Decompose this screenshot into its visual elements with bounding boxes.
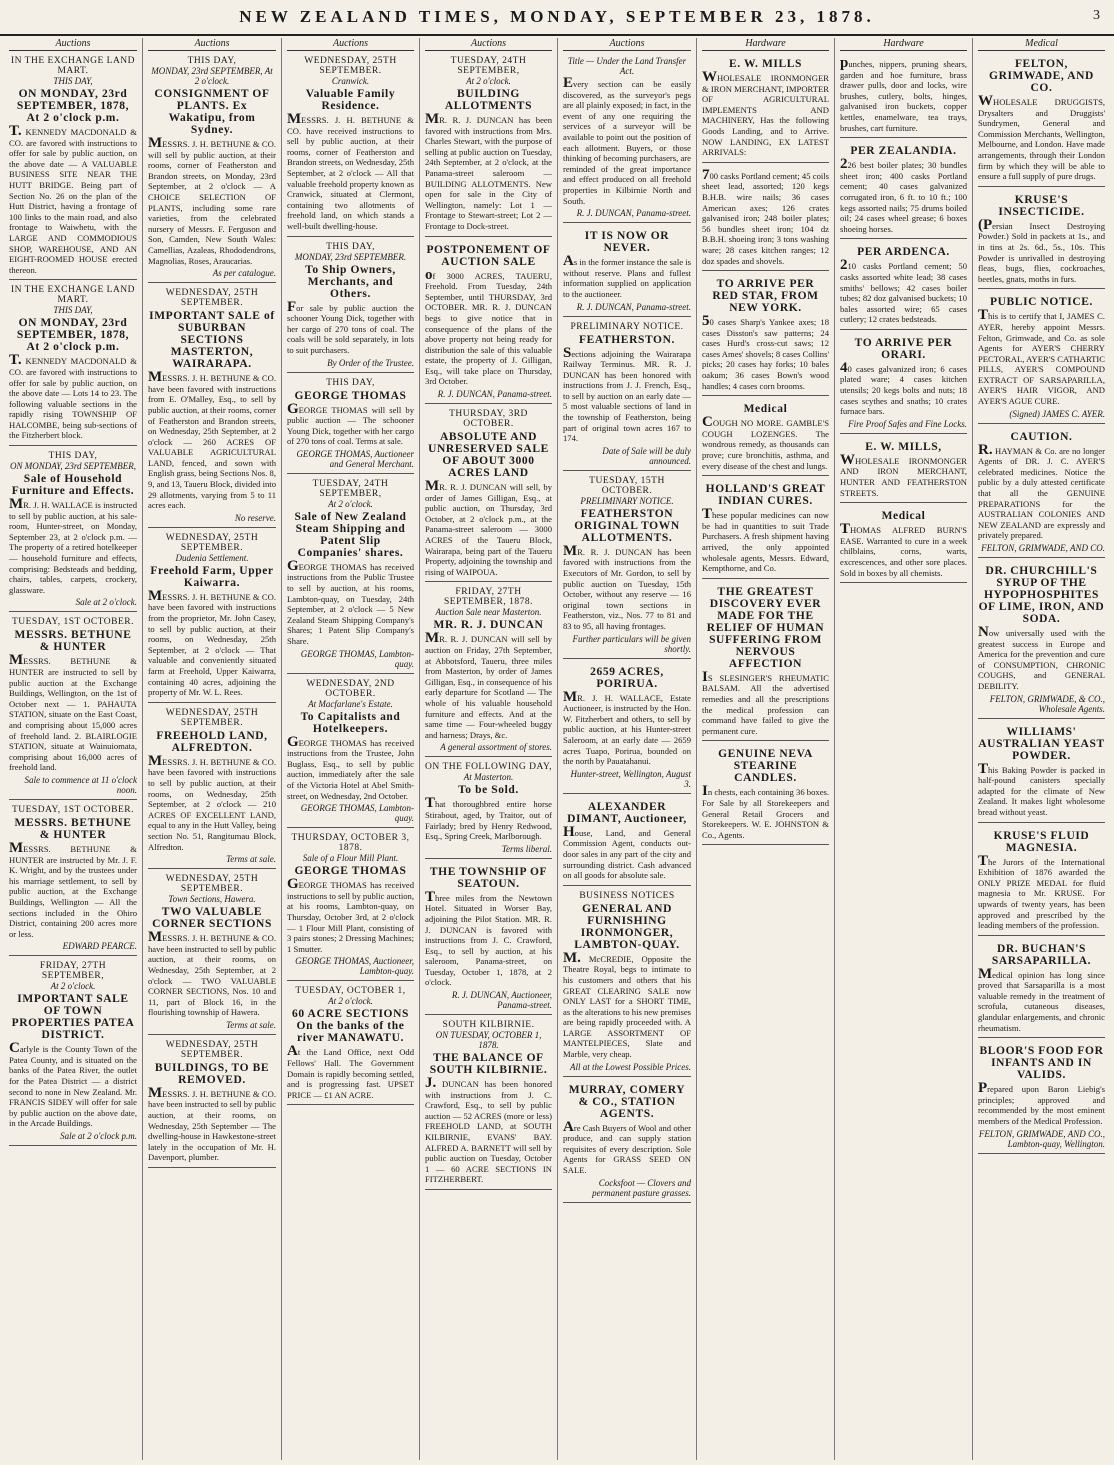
ad-dateline: FRIDAY, 27TH SEPTEMBER,: [39, 961, 107, 982]
ad-subheading: Auction Sale near Masterton.: [435, 607, 542, 618]
ad-signature: Sale at 2 o'clock.: [75, 597, 137, 608]
ad-body: T. KENNEDY MACDONALD & CO. are favored with instructions to offer for sale by public auction, on the above date — Lots 14 to 23. The following valuable sections in the rapidly rising TOWNSHIP OF HALCOMBE, being sub-sections of the Fitzherbert block.: [9, 352, 137, 441]
ad-body: 50 cases Sharp's Yankee axes; 18 cases Disston's saw patterns; 24 cases Hurd's cross-cut saws; 12 cases Ames' shovels; 8 cases Collins' picks; 20 cases hay forks; 10 bales oakum; 36 cases Bown's wood handles; 4 cases corn brooms.: [702, 313, 829, 391]
advertisement: [702, 479, 829, 579]
ad-body: Sections adjoining the Wairarapa Railway Terminus. MR. R. J. DUNCAN has been honored with instructions from J. J. French, Esq., to sell by auction on an early date — 5 most valuable sections of land in the township of Featherston, being part of original town acres 167 to 174.: [563, 344, 691, 444]
ad-body: Carlyle is the County Town of the Patea County, and is situated on the banks of the Patea River, the outlet for the Patea District — a district second to none in New Zealand. Mr. FRANCIS SIDEY will offer for sale by public auction on the above date, in the Arcade Buildings.: [9, 1040, 137, 1129]
ad-headline: IMPORTANT SALE of SUBURBAN SECTIONS MASTERTON, WAIRARAPA.: [149, 310, 275, 371]
ad-headline: To be Sold.: [458, 784, 519, 797]
ad-dateline: WEDNESDAY, 25TH SEPTEMBER.: [165, 874, 259, 895]
advertisement: [563, 662, 691, 794]
ad-body: MESSRS. J. H. BETHUNE & CO. have been instructed to sell by public auction, at their rooms, on Wednesday, 25th September, at 2 o'clock — TWO VALUABLE CORNER SECTIONS, Nos. 10 and 11, part of Block 16, in the flourishing township of Hawera.: [148, 929, 276, 1018]
ad-body: MESSRS. BETHUNE & HUNTER are instructed by Mr. J. F. K. Wright, and by the trustees under his marriage settlement, to sell by public auction, at the Exchange Buildings, Wellington — All the sections included in the Ohiro District, containing 200 acres more or less.: [9, 839, 137, 939]
ad-headline: HOLLAND'S GREAT INDIAN CURES.: [705, 483, 826, 508]
ad-signature: FELTON, GRIMWADE, AND CO., Lambton-quay, Wellington.: [978, 1128, 1105, 1149]
advertisement: [563, 797, 691, 886]
ad-headline: TWO VALUABLE CORNER SECTIONS: [152, 906, 272, 931]
ad-body: Are Cash Buyers of Wool and other produce, and can supply station requisites of every description. Sole Agents for GRASS SEED ON SALE.: [563, 1118, 691, 1176]
ad-body: R. HAYMAN & Co. are no longer Agents of DR. J. C. AYER'S celebrated medicines. Notice the public by a duly attested certificate that all the GENUINE PREPARATIONS for the AUSTRALIAN COLONIES AND NEW ZEALAND are expressly and privately prepared.: [978, 441, 1105, 541]
ad-dateline: TUESDAY, 1ST OCTOBER.: [11, 804, 135, 815]
ad-body: For sale by public auction the schooner Young Dick, together with her cargo of 270 tons of coal. The coals will be sold separately, in lots to suit purchasers.: [287, 298, 414, 355]
ad-body: WHOLESALE IRONMONGER & IRON MERCHANT, IMPORTER OF AGRICULTURAL IMPLEMENTS AND MACHINERY, Has the following Goods Landing, and to Arrive. NOW LANDING, EX LATEST ARRIVALS:: [702, 69, 829, 158]
advertisement: [563, 54, 691, 223]
ad-headline: Medical: [743, 403, 788, 416]
ad-headline: CAUTION.: [1010, 430, 1073, 443]
ad-signature: Terms at sale.: [226, 1019, 276, 1030]
advertisement: [840, 333, 967, 434]
ad-headline: BLOOR'S FOOD FOR INFANTS AND IN VALIDS.: [979, 1045, 1104, 1082]
ad-dateline: THIS DAY,: [326, 377, 375, 388]
column-2: [143, 38, 282, 1460]
column-heading: Hardware: [840, 38, 967, 51]
ad-headline: ON MONDAY, 23rd SEPTEMBER, 1878, At 2 o'clock p.m.: [16, 317, 130, 354]
ad-dateline: TUESDAY, 24TH SEPTEMBER,: [312, 478, 389, 499]
ad-body: 700 casks Portland cement; 45 coils sheet lead, assorted; 120 kegs B.H.B. wire nails; 36 cases American axes; 126 crates galvanised iron; 248 boiler plates; 56 bundles sheet iron; 104 dz B.B.H. shoeing iron; 3 tons washing ware; 28 cases kitchen ranges; 12 doz spades and shovels.: [702, 166, 829, 266]
column-heading: Auctions: [148, 38, 276, 51]
ad-body: 210 casks Portland cement; 50 casks assorted white lead; 38 cases smiths' bellows; 42 cases boiler tubes; 82 doz galvanised buckets; 10 bales assorted wire; 65 cases cutlery; 12 crates bedsteads.: [840, 257, 967, 325]
advertisement: [978, 54, 1105, 187]
ad-dateline: TUESDAY, 1ST OCTOBER.: [11, 617, 135, 628]
ad-dateline: THURSDAY, OCTOBER 3, 1878.: [291, 833, 410, 854]
column-8: [973, 38, 1110, 1460]
ad-body: GEORGE THOMAS has received instructions from the Public Trustee to sell by auction, at his rooms, Lambton-quay, on Tuesday, 24th September, at 2 o'clock — 5 New Zealand Steam Shipping Company's Shares; 1 Patent Slip Company's Share.: [287, 557, 414, 647]
ad-signature: GEORGE THOMAS, Lambton-quay.: [300, 803, 414, 824]
ad-signature: EDWARD PEARCE.: [62, 941, 137, 952]
ad-subheading: Dudenia Settlement.: [175, 552, 249, 563]
ad-signature: FELTON, GRIMWADE, AND CO.: [981, 543, 1105, 553]
advertisement: [425, 585, 552, 757]
ad-body: That thoroughbred entire horse Stirabout, aged, by Traitor, out of Fairlady; bred by Henry Redwood, Esq., Spring Creek, Marlborough.: [425, 795, 552, 842]
advertisement: [840, 54, 967, 138]
advertisement: [287, 677, 414, 829]
ad-body: T. KENNEDY MACDONALD & CO. are favored with instructions to offer for sale by public auction, on the above date — A VALUABLE BUSINESS SITE NEAR THE HUTT BRIDGE. Being part of Section No. 26 on the plan of the Hutt District, having a frontage of 100 links to the main road, and also frontage to Waiwhetu, with the LARGE AND COMMODIOUS SHOP, WAREHOUSE, AND AN EIGHT-ROOMED HOUSE erected thereon.: [9, 123, 137, 275]
ad-headline: To Ship Owners, Merchants, and Others.: [305, 263, 396, 300]
advertisement: [563, 474, 691, 659]
advertisement: [978, 1041, 1105, 1153]
ad-body: Now universally used with the greatest success in Europe and America for the prevention and cure of CONSUMPTION, CHRONIC COUGHS, and GENERAL DEBILITY.: [978, 624, 1105, 691]
ad-dateline: ON THE FOLLOWING DAY,: [425, 762, 552, 773]
ad-subheading: At 2 o'clock.: [50, 981, 96, 992]
ad-headline: WILLIAMS' AUSTRALIAN YEAST POWDER.: [978, 725, 1105, 762]
ad-subheading: MONDAY, 23rd SEPTEMBER, At 2 o'clock.: [151, 66, 273, 86]
ad-signature: Terms at sale.: [226, 854, 276, 865]
advertisement: [148, 54, 276, 283]
ad-dateline: TUESDAY, 24TH SEPTEMBER,: [450, 56, 527, 76]
ad-body: (Persian Insect Destroying Powder.) Sold in packets at 1s., and in tins at 2s. 6d., 5s., 10s. This Powder is unrivalled in destroying fleas, bugs, flies, cockroaches, beetles, gnats, moths in furs.: [978, 216, 1105, 284]
advertisement: [425, 760, 552, 858]
advertisement: [287, 240, 414, 373]
advertisement: [978, 427, 1105, 558]
ad-headline: TO ARRIVE PER RED STAR, FROM NEW YORK.: [712, 278, 819, 315]
ad-dateline: FRIDAY, 27TH SEPTEMBER, 1878.: [443, 587, 534, 608]
ad-signature: Hunter-street, Wellington, August 3.: [570, 768, 691, 789]
ad-headline: THE BALANCE OF SOUTH KILBIRNIE.: [429, 1052, 548, 1077]
ad-dateline: WEDNESDAY, 25TH SEPTEMBER.: [165, 532, 259, 553]
ad-headline: 2659 ACRES, PORIRUA.: [590, 665, 664, 690]
ad-signature: A general assortment of stores.: [440, 742, 552, 753]
ad-body: 226 best boiler plates; 30 bundles sheet iron; 400 casks Portland cement; 40 cases galvanized corrugated iron, 6 ft. to 10 ft.; 100 kegs assorted nails; 75 drums boiled oil; 24 cases wheel grease; 6 boxes shoeing horses.: [840, 156, 967, 234]
ad-headline: MESSRS. BETHUNE & HUNTER: [14, 629, 132, 654]
ad-headline: MESSRS. BETHUNE & HUNTER: [14, 816, 132, 841]
ad-headline: E. W. MILLS,: [865, 440, 942, 453]
ad-subheading: ON MONDAY, 23rd SEPTEMBER,: [9, 461, 137, 472]
ad-subheading: Sale of a Flour Mill Plant.: [302, 853, 399, 864]
advertisement: [9, 54, 137, 280]
advertisement: [425, 862, 552, 1015]
advertisement: [425, 54, 552, 237]
ad-headline: DR. BUCHAN'S SARSAPARILLA.: [991, 942, 1092, 967]
ad-subheading: Town Sections, Hawera.: [168, 894, 256, 905]
ad-signature: FELTON, GRIMWADE, & CO., Wholesale Agents.: [989, 693, 1105, 714]
ad-signature: All at the Lowest Possible Prices.: [570, 1061, 691, 1072]
ad-headline: BUILDING ALLOTMENTS: [444, 88, 533, 112]
ad-body: The Jurors of the International Exhibition of 1876 awarded the ONLY PRIZE MEDAL for fluid magnesia to Mr. KRUSE. For upwards of twenty years, has been approved and prescribed by the leading members of the profession.: [978, 852, 1105, 931]
advertisement: [287, 376, 414, 474]
ad-body: MR. J. H. WALLACE is instructed to sell by public auction, at his sale-room, Hunter-street, on Monday, September 23, at 2 o'clock p.m. — The property of a retired hotelkeeper — household furniture and effects, comprising: Bedsteads and bedding, chairs, tables, carpets, crockery, glassware.: [9, 496, 137, 595]
ad-body: MR. R. J. DUNCAN has been favored with instructions from Mrs. Charles Stewart, with the purpose of selling at public auction on Tuesday, 24th September, at 2 o'clock, at the Panama-street saleroom — BUILDING ALLOTMENTS. New open for sale in the City of Wellington, namely: Lot 1 — Frontage to Stewart-street; Lot 2 — Frontage to Dock-street.: [425, 111, 552, 231]
column-heading: Medical: [978, 38, 1105, 51]
ad-subheading: THIS DAY,: [53, 305, 93, 316]
ad-body: Three miles from the Newtown Hotel. Situated in Worser Bay, adjoining the Pilot Station. MR. R. J. DUNCAN is favored with instructions from J. C. Crawford, Esq., to sell by auction, at his saleroom, Panama-street, on Tuesday, October 1, 1878, at 2 o'clock.: [425, 888, 552, 988]
ad-body: THOMAS ALFRED BURN'S EASE. Warranted to cure in a week chilblains, corns, warts, excrescences, and other sore places. Sold in boxes by all chemists.: [840, 521, 967, 578]
advertisement: [840, 506, 967, 583]
ad-headline: THE GREATEST DISCOVERY EVER MADE FOR THE RELIEF OF HUMAN SUFFERING FROM NERVOUS AFFECTION: [706, 585, 825, 670]
ad-headline: To Capitalists and Hotelkeepers.: [300, 710, 401, 735]
ad-signature: Cocksfoot — Clovers and permanent pasture grasses.: [592, 1177, 691, 1198]
ad-headline: 60 ACRE SECTIONS On the banks of the river MANAWATU.: [292, 1008, 409, 1045]
advertisement: [978, 292, 1105, 423]
masthead: [0, 0, 1114, 36]
ad-body: As in the former instance the sale is without reserve. Plans and fullest information supplied on application to the auctioneer.: [563, 253, 691, 299]
advertisement: [287, 831, 414, 981]
ad-body: At the Land Office, next Odd Fellows' Hall. The Government Domain is rapidly becoming settled, and is progressing fast. UPSET PRICE — £1 AN ACRE.: [287, 1043, 414, 1100]
ad-body: GEORGE THOMAS will sell by public auction — The schooner Young Dick, together with her cargo of 270 tons of coal. Terms at sale.: [287, 400, 414, 447]
ad-subheading: PRELIMINARY NOTICE.: [580, 495, 674, 506]
ad-headline: TO ARRIVE PER ORARI.: [854, 336, 953, 361]
ad-signature: R. J. DUNCAN, Panama-street.: [437, 389, 552, 400]
ad-signature: As per catalogue.: [212, 268, 276, 279]
advertisement: [840, 141, 967, 239]
advertisement: [563, 226, 691, 316]
ad-dateline: SOUTH KILBIRNIE.: [442, 1020, 535, 1031]
advertisement: [148, 872, 276, 1035]
advertisement: [425, 240, 552, 405]
advertisement: [148, 1038, 276, 1168]
ad-body: Prepared upon Baron Liebig's principles; approved and recommended by the most eminent members of the Medical Profession.: [978, 1080, 1105, 1127]
advertisement: [563, 1080, 691, 1203]
ad-headline: DR. CHURCHILL'S SYRUP OF THE HYPOPHOSPHITES OF LIME, IRON, AND SODA.: [978, 565, 1105, 625]
ad-subheading: THIS DAY,: [53, 76, 93, 86]
ad-signature: Sale to commence at 11 o'clock noon.: [24, 774, 137, 795]
ad-headline: GEORGE THOMAS: [294, 389, 407, 402]
ad-headline: FEATHERSTON ORIGINAL TOWN ALLOTMENTS.: [574, 507, 680, 544]
newspaper-title: NEW ZEALAND TIMES, MONDAY, SEPTEMBER 23, 1878.: [239, 7, 875, 26]
ad-dateline: THIS DAY,: [326, 241, 375, 252]
ad-body: J. DUNCAN has been honored with instructions from J. C. Crawford, Esq., to sell by public auction — 52 ACRES (more or less) FREEHOLD LAND, at SOUTH KILBIRNIE, EVANS' BAY. ALFRED A. BARNETT will sell by public auction on Tuesday, October 1 — 60 ACRE SECTIONS IN FITZHERBERT.: [425, 1075, 552, 1185]
page-number: 3: [1093, 8, 1100, 23]
column-1: [4, 38, 143, 1460]
advertisement: [425, 1018, 552, 1190]
ad-subheading: At 2 o'clock.: [328, 498, 373, 509]
ad-dateline: WEDNESDAY, 25TH SEPTEMBER.: [165, 288, 259, 309]
ad-headline: KRUSE'S FLUID MAGNESIA.: [993, 829, 1090, 854]
advertisement: [840, 242, 967, 330]
advertisement: [9, 959, 137, 1146]
column-heading: Auctions: [425, 38, 552, 51]
column-6: [697, 38, 835, 1460]
ad-dateline: IN THE EXCHANGE LAND MART.: [10, 285, 136, 306]
ad-headline: IT IS NOW OR NEVER.: [584, 230, 670, 255]
advertisement: [287, 984, 414, 1105]
column-heading: Auctions: [287, 38, 414, 51]
ad-headline: MURRAY, COMERY & CO., STATION AGENTS.: [568, 1083, 686, 1120]
ad-subheading: At 2 o'clock.: [466, 76, 511, 86]
ad-headline: THE TOWNSHIP OF SEATOUN.: [429, 865, 548, 890]
advertisement: [9, 283, 137, 446]
ad-headline: GEORGE THOMAS: [294, 865, 407, 878]
ad-headline: FELTON, GRIMWADE, AND CO.: [989, 58, 1094, 94]
ad-dateline: TUESDAY, OCTOBER 1,: [295, 986, 406, 997]
ad-subheading: At Masterton.: [463, 772, 514, 783]
advertisement: [148, 531, 276, 703]
columns-container: [4, 38, 1110, 1460]
ad-signature: R. J. DUNCAN, Auctioneer, Panama-street.: [451, 990, 552, 1011]
ad-signature: No reserve.: [234, 512, 276, 523]
advertisement: [148, 706, 276, 869]
ad-signature: GEORGE THOMAS, Lambton-quay.: [300, 648, 414, 669]
advertisement: [978, 826, 1105, 936]
ad-signature: Sale at 2 o'clock p.m.: [60, 1131, 137, 1142]
ad-dateline: TUESDAY, 15TH OCTOBER.: [589, 475, 665, 496]
ad-headline: PER ZEALANDIA.: [850, 145, 957, 158]
ad-headline: CONSIGNMENT OF PLANTS. Ex Wakatipu, from Sydney.: [154, 88, 270, 136]
advertisement: [702, 274, 829, 396]
ad-dateline: THURSDAY, 3RD OCTOBER.: [449, 409, 528, 430]
column-heading: Hardware: [702, 38, 829, 51]
ad-body: punches, nippers, pruning shears, garden and hoe furniture, brass drawer pulls, door and locks, wire brushes, cutlery, bolts, hinges, galvanised iron buckets, copper kettles, enamelware, tea trays, brushes, cart furniture.: [840, 55, 967, 133]
advertisement: [702, 582, 829, 742]
ad-body: MR. J. H. WALLACE, Estate Auctioneer, is instructed by the Hon. W. Fitzherbert and others, to sell by public auction, at his Hunter-street Saleroom, at an early date — 2659 acres Tuapo, Porirua, bounded on the north by Pauatahanui.: [563, 688, 691, 767]
ad-body: MESSRS. J. H. BETHUNE & CO. will sell by public auction, at their rooms, corner of Featherston and Brandon streets, on Monday, 23rd September, at 2 o'clock — A CHOICE SELECTION OF PLANTS, including some rare varieties, from the celebrated nursery of Messrs. F. Ferguson and Son, Camden, New South Wales: Camellias, Azaleas, Rhododendrons, Magnolias, Roses, Araucarias.: [148, 135, 276, 266]
ad-headline: KRUSE'S INSECTICIDE.: [998, 193, 1085, 218]
ad-body: GEORGE THOMAS has received instructions from the Trustee, John Buglass, Esq., to sell by public auction, immediately after the sale of the Victoria Hotel at Abel Smith-street, on Wednesday, 2nd October.: [287, 733, 414, 801]
advertisement: [563, 320, 691, 471]
ad-signature: GEORGE THOMAS, Auctioneer, Lambton-quay.: [295, 956, 414, 977]
ad-headline: FREEHOLD LAND, ALFREDTON.: [156, 729, 268, 754]
advertisement: [978, 190, 1105, 290]
ad-body: of 3000 ACRES, TAUERU, Freehold. From Tuesday, 24th September, until THURSDAY, 3rd OCTOBER. MR. R. J. DUNCAN begs to give notice that in consequence of the plans of the above property not being ready for distribution the sale of this valuable estate, the property of J. Gilligan, Esq., will take place on Thursday, 3rd October.: [425, 266, 552, 387]
column-heading: Auctions: [563, 38, 691, 51]
ad-dateline: WEDNESDAY, 2ND OCTOBER.: [306, 678, 395, 699]
ad-body: MESSRS. J. H. BETHUNE & CO. have received instructions to sell by public auction, at their rooms, corner of Featherston and Brandon streets, on Wednesday, 25th September, at 2 o'clock — All that valuable freehold property known as Cranwick, situated at Clermont, containing two allotments of freehold land, on which stands a well-built dwelling-house.: [287, 111, 414, 231]
advertisement: [9, 615, 137, 800]
ad-dateline: WEDNESDAY, 25TH SEPTEMBER.: [304, 56, 397, 76]
advertisement: [287, 54, 414, 237]
ad-body: MESSRS. J. H. BETHUNE & CO. have been favored with instructions from the proprietor, Mr. John Casey, to sell by public auction, at their rooms, on Wednesday, 25th September, at 2 o'clock — That valuable and conveniently situated farm at Freehold, Upper Kaiwarra, containing 40 acres, adjoining the property of Mr. W. L. Rees.: [148, 587, 276, 698]
advertisement: [978, 939, 1105, 1039]
ad-body: Medical opinion has long since proved that Sarsaparilla is a most valuable remedy in the treatment of scrofula, cutaneous diseases, glandular enlargements, and chronic rheumatism.: [978, 965, 1105, 1033]
ad-headline: Sale of Household Furniture and Effects.: [11, 473, 135, 498]
ad-headline: ALEXANDER DIMANT, Auctioneer,: [567, 800, 687, 825]
column-3: [282, 38, 420, 1460]
ad-signature: Further particulars will be given shortly.: [572, 633, 691, 654]
ad-dateline: THIS DAY,: [48, 451, 98, 462]
ad-body: GEORGE THOMAS has received instructions to sell by public auction, at his rooms, Lambton-quay, on Thursday, October 3rd, at 2 o'clock — 1 Flour Mill Plant, consisting of 3 pairs stones; 2 Dressing Machines; 1 Smutter.: [287, 876, 414, 954]
ad-signature: R. J. DUNCAN, Panama-street.: [576, 301, 691, 312]
ad-body: MESSRS. J. H. BETHUNE & CO. have been favored with instructions to sell by public auction, at their rooms, on Wednesday, 25th September, at 2 o'clock — 210 ACRES OF EXCELLENT LAND, equal to any in the Hutt Valley, being section No. 51, Rangitumau Block, Alfredton.: [148, 752, 276, 852]
ad-body: MR. R. J. DUNCAN will sell by auction on Friday, 27th September, at Abbotsford, Taueru, three miles from Masterton, by order of James Gilligan, Esq., in consequence of his early departure for Scotland — The whole of his valuable household furniture and effects. And at the same time — Four-wheeled buggy and harness; Drays, &c.: [425, 630, 552, 740]
ad-dateline: WEDNESDAY, 25TH SEPTEMBER.: [165, 1039, 259, 1060]
ad-signature: Date of Sale will be duly announced.: [602, 445, 691, 466]
ad-headline: ABSOLUTE AND UNRESERVED SALE OF ABOUT 3000 ACRES LAND: [428, 431, 549, 480]
advertisement: [9, 803, 137, 956]
advertisement: [978, 722, 1105, 823]
ad-signature: GEORGE THOMAS, Auctioneer and General Merchant.: [296, 448, 414, 469]
ad-headline: FEATHERSTON.: [579, 333, 675, 346]
advertisement: [9, 449, 137, 612]
advertisement: [702, 399, 829, 476]
ad-subheading: Title — Under the Land Transfer Act.: [567, 56, 687, 76]
ad-body: MESSRS. J. H. BETHUNE & CO. have been instructed to sell by public auction, at their rooms, on Wednesday, 25th September — The dwelling-house in Hawkestone-street lately in the occupation of Mr. H. Davenport, plumber.: [148, 1084, 276, 1163]
ad-body: WHOLESALE IRONMONGER AND IRON MERCHANT, HUNTER AND FEATHERSTON STREETS.: [840, 451, 967, 498]
ad-headline: POSTPONEMENT OF AUCTION SALE: [426, 243, 551, 268]
ad-headline: E. W. MILLS: [728, 58, 803, 70]
ad-body: COUGH NO MORE. GAMBLE'S COUGH LOZENGES. The wondrous remedy, as thousands can prove; cure bronchitis, asthma, and every disease of the chest and lungs.: [702, 414, 829, 471]
ad-headline: Valuable Family Residence.: [305, 88, 396, 112]
ad-body: MESSRS. BETHUNE & HUNTER are instructed to sell by public auction at the Exchange Buildings, Wellington, on the 1st of October next — 1. PAHAUTA STATION, situate on the East Coast, and comprising about 15,000 acres of freehold land. 2. BLAIRLOGIE STATION, situate at Wainuiomata, comprising about 16,000 acres of freehold land.: [9, 652, 137, 773]
ad-subheading: MONDAY, 23rd SEPTEMBER.: [294, 251, 407, 262]
advertisement: [148, 286, 276, 528]
ad-body: MR. R. J. DUNCAN will sell, by order of James Gilligan, Esq., at public auction, on Thursday, 3rd October, at 2 o'clock p.m., at the Panama-street saleroom — 3000 ACRES of the Taueru Block, Wairarapa, being part of the Taueru Property, adjoining the township and rising of WAIPOUA.: [425, 478, 552, 577]
advertisement: [287, 477, 414, 674]
ad-headline: Medical: [881, 510, 926, 523]
ad-body: 40 cases galvanized iron; 6 cases plated ware; 4 cases kitchen utensils; 20 kegs bolts and nuts; 18 cases scythes and snaths; 10 crates furnace bars.: [840, 359, 967, 417]
ad-headline: BUILDINGS, TO BE REMOVED.: [154, 1061, 270, 1086]
ad-signature: Fire Proof Safes and Fine Locks.: [848, 418, 967, 429]
ad-headline: Sale of New Zealand Steam Shipping and Patent Slip Companies' shares.: [294, 510, 407, 559]
ad-headline: PUBLIC NOTICE.: [990, 296, 1093, 309]
ad-headline: Freehold Farm, Upper Kaiwarra.: [150, 564, 274, 589]
ad-signature: Terms liberal.: [501, 843, 552, 854]
ad-body: WHOLESALE DRUGGISTS, Drysalters and Druggists' Sundrymen, General and Commission Merchants, Wellington, Melbourne, and London. Have made arrangements, through their London firm by which they will be able to ensure a full supply of pure drugs.: [978, 93, 1105, 182]
ad-subheading: At Macfarlane's Estate.: [308, 698, 393, 709]
ad-dateline: PRELIMINARY NOTICE.: [570, 321, 684, 332]
advertisement: [840, 437, 967, 503]
ad-headline: PER ARDENCA.: [857, 246, 950, 259]
ad-subheading: Cranwick.: [331, 76, 370, 86]
ad-body: M. McCREDIE, Opposite the Theatre Royal, begs to intimate to his customers and others that his GREAT CLEARING SALE now ONLY LAST for a SHORT TIME, as the alterations to his new premises are being rapidly proceeded with. A LARGE ASSORTMENT OF MANTELPIECES, Slate and Marble, very cheap.: [563, 949, 691, 1060]
ad-subheading: ON TUESDAY, OCTOBER 1, 1878.: [435, 1030, 542, 1051]
ad-body: In chests, each containing 36 boxes. For Sale by all Storekeepers and General Retail Grocers and Storekeepers. W. E. JOHNSTON & Co., Agents.: [702, 783, 829, 840]
column-5: [558, 38, 697, 1460]
advertisement: [702, 166, 829, 271]
advertisement: [563, 889, 691, 1077]
ad-body: Every section can be easily discovered, as the surveyor's pegs are all plainly exposed; in fact, in the event of any one requiring the services of a surveyor will be available to point out the position of each allotment. Buyers, or those thinking of becoming purchasers, are reminded of the great importance and effect produced on all freehold properties in Kilbirnie North and South.: [563, 75, 691, 206]
advertisement: [702, 54, 829, 163]
ad-headline: GENERAL AND FURNISHING IRONMONGER, LAMBTON-QUAY.: [574, 902, 680, 951]
ad-headline: IMPORTANT SALE OF TOWN PROPERTIES PATEA DISTRICT.: [11, 993, 135, 1042]
ad-dateline: THIS DAY,: [187, 56, 237, 66]
ad-body: This Baking Powder is packed in half-pound canisters specially adapted for the climate of New Zealand. It makes light wholesome bread without yeast.: [978, 760, 1105, 817]
column-7: [835, 38, 973, 1460]
ad-headline: ON MONDAY, 23rd SEPTEMBER, 1878, At 2 o'clock p.m.: [16, 88, 130, 124]
advertisement: [702, 744, 829, 845]
ad-headline: MR. R. J. DUNCAN: [433, 619, 544, 632]
ad-dateline: BUSINESS NOTICES: [579, 890, 675, 901]
ad-dateline: IN THE EXCHANGE LAND MART.: [10, 56, 136, 76]
ad-body: This is to certify that I, JAMES C. AYER, hereby appoint Messrs. Felton, Grimwade, and Co. as sole Agents for AYER'S CHERRY PECTORAL, AYER'S CATHARTIC PILLS, AYER'S COMPOUND EXTRACT OF SARSAPARILLA, AYER'S HAIR VIGOR, AND AYER'S AGUE CURE.: [978, 307, 1105, 407]
column-heading: Auctions: [9, 38, 137, 51]
ad-body: MR. R. J. DUNCAN has been favored with instructions from the Executors of Mr. Gordon, to sell by public auction on Tuesday, 15th October, without any reserve — 16 original town sections in Featherston, viz., Nos. 77 to 81 and 83 to 95, all having frontages.: [563, 542, 691, 631]
advertisement: [425, 407, 552, 582]
ad-signature: R. J. DUNCAN, Panama-street.: [576, 208, 691, 219]
ad-dateline: WEDNESDAY, 25TH SEPTEMBER.: [165, 707, 259, 728]
ad-body: IS SLESINGER'S RHEUMATIC BALSAM. All the advertised remedies and all the prescriptions the medical profession can command have failed to give the permanent cure.: [702, 668, 829, 736]
ad-body: House, Land, and General Commission Agent, conducts out-door sales in any part of the city and surrounding district. Cash advanced on all goods for absolute sale.: [563, 823, 691, 881]
ad-subheading: At 2 o'clock.: [328, 996, 373, 1007]
advertisement: [978, 561, 1105, 719]
ad-headline: GENUINE NEVA STEARINE CANDLES.: [718, 748, 813, 785]
ad-body: MESSRS. J. H. BETHUNE & CO. have been favored with instructions from E. O'Malley, Esq., to sell by public auction, at their rooms, corner of Featherston and Brandon streets, on Wednesday, 25th September, at 2 o'clock — 260 ACRES OF VALUABLE AGRICULTURAL LAND, fenced, and sown with English grass, being Sections Nos. 8, 9, and 13, Taueru Block, divided into 29 allotments, varying from 5 to 11 acres each.: [148, 369, 276, 511]
column-4: [420, 38, 558, 1460]
ad-body: These popular medicines can now be had in quantities to suit Trade Purchasers. A fresh shipment having arrived, the only appointed wholesale agents, Messrs. Edward, Kempthorne, and Co.: [702, 506, 829, 574]
ad-signature: (Signed) JAMES C. AYER.: [1009, 408, 1105, 419]
ad-signature: By Order of the Trustee.: [327, 357, 414, 368]
